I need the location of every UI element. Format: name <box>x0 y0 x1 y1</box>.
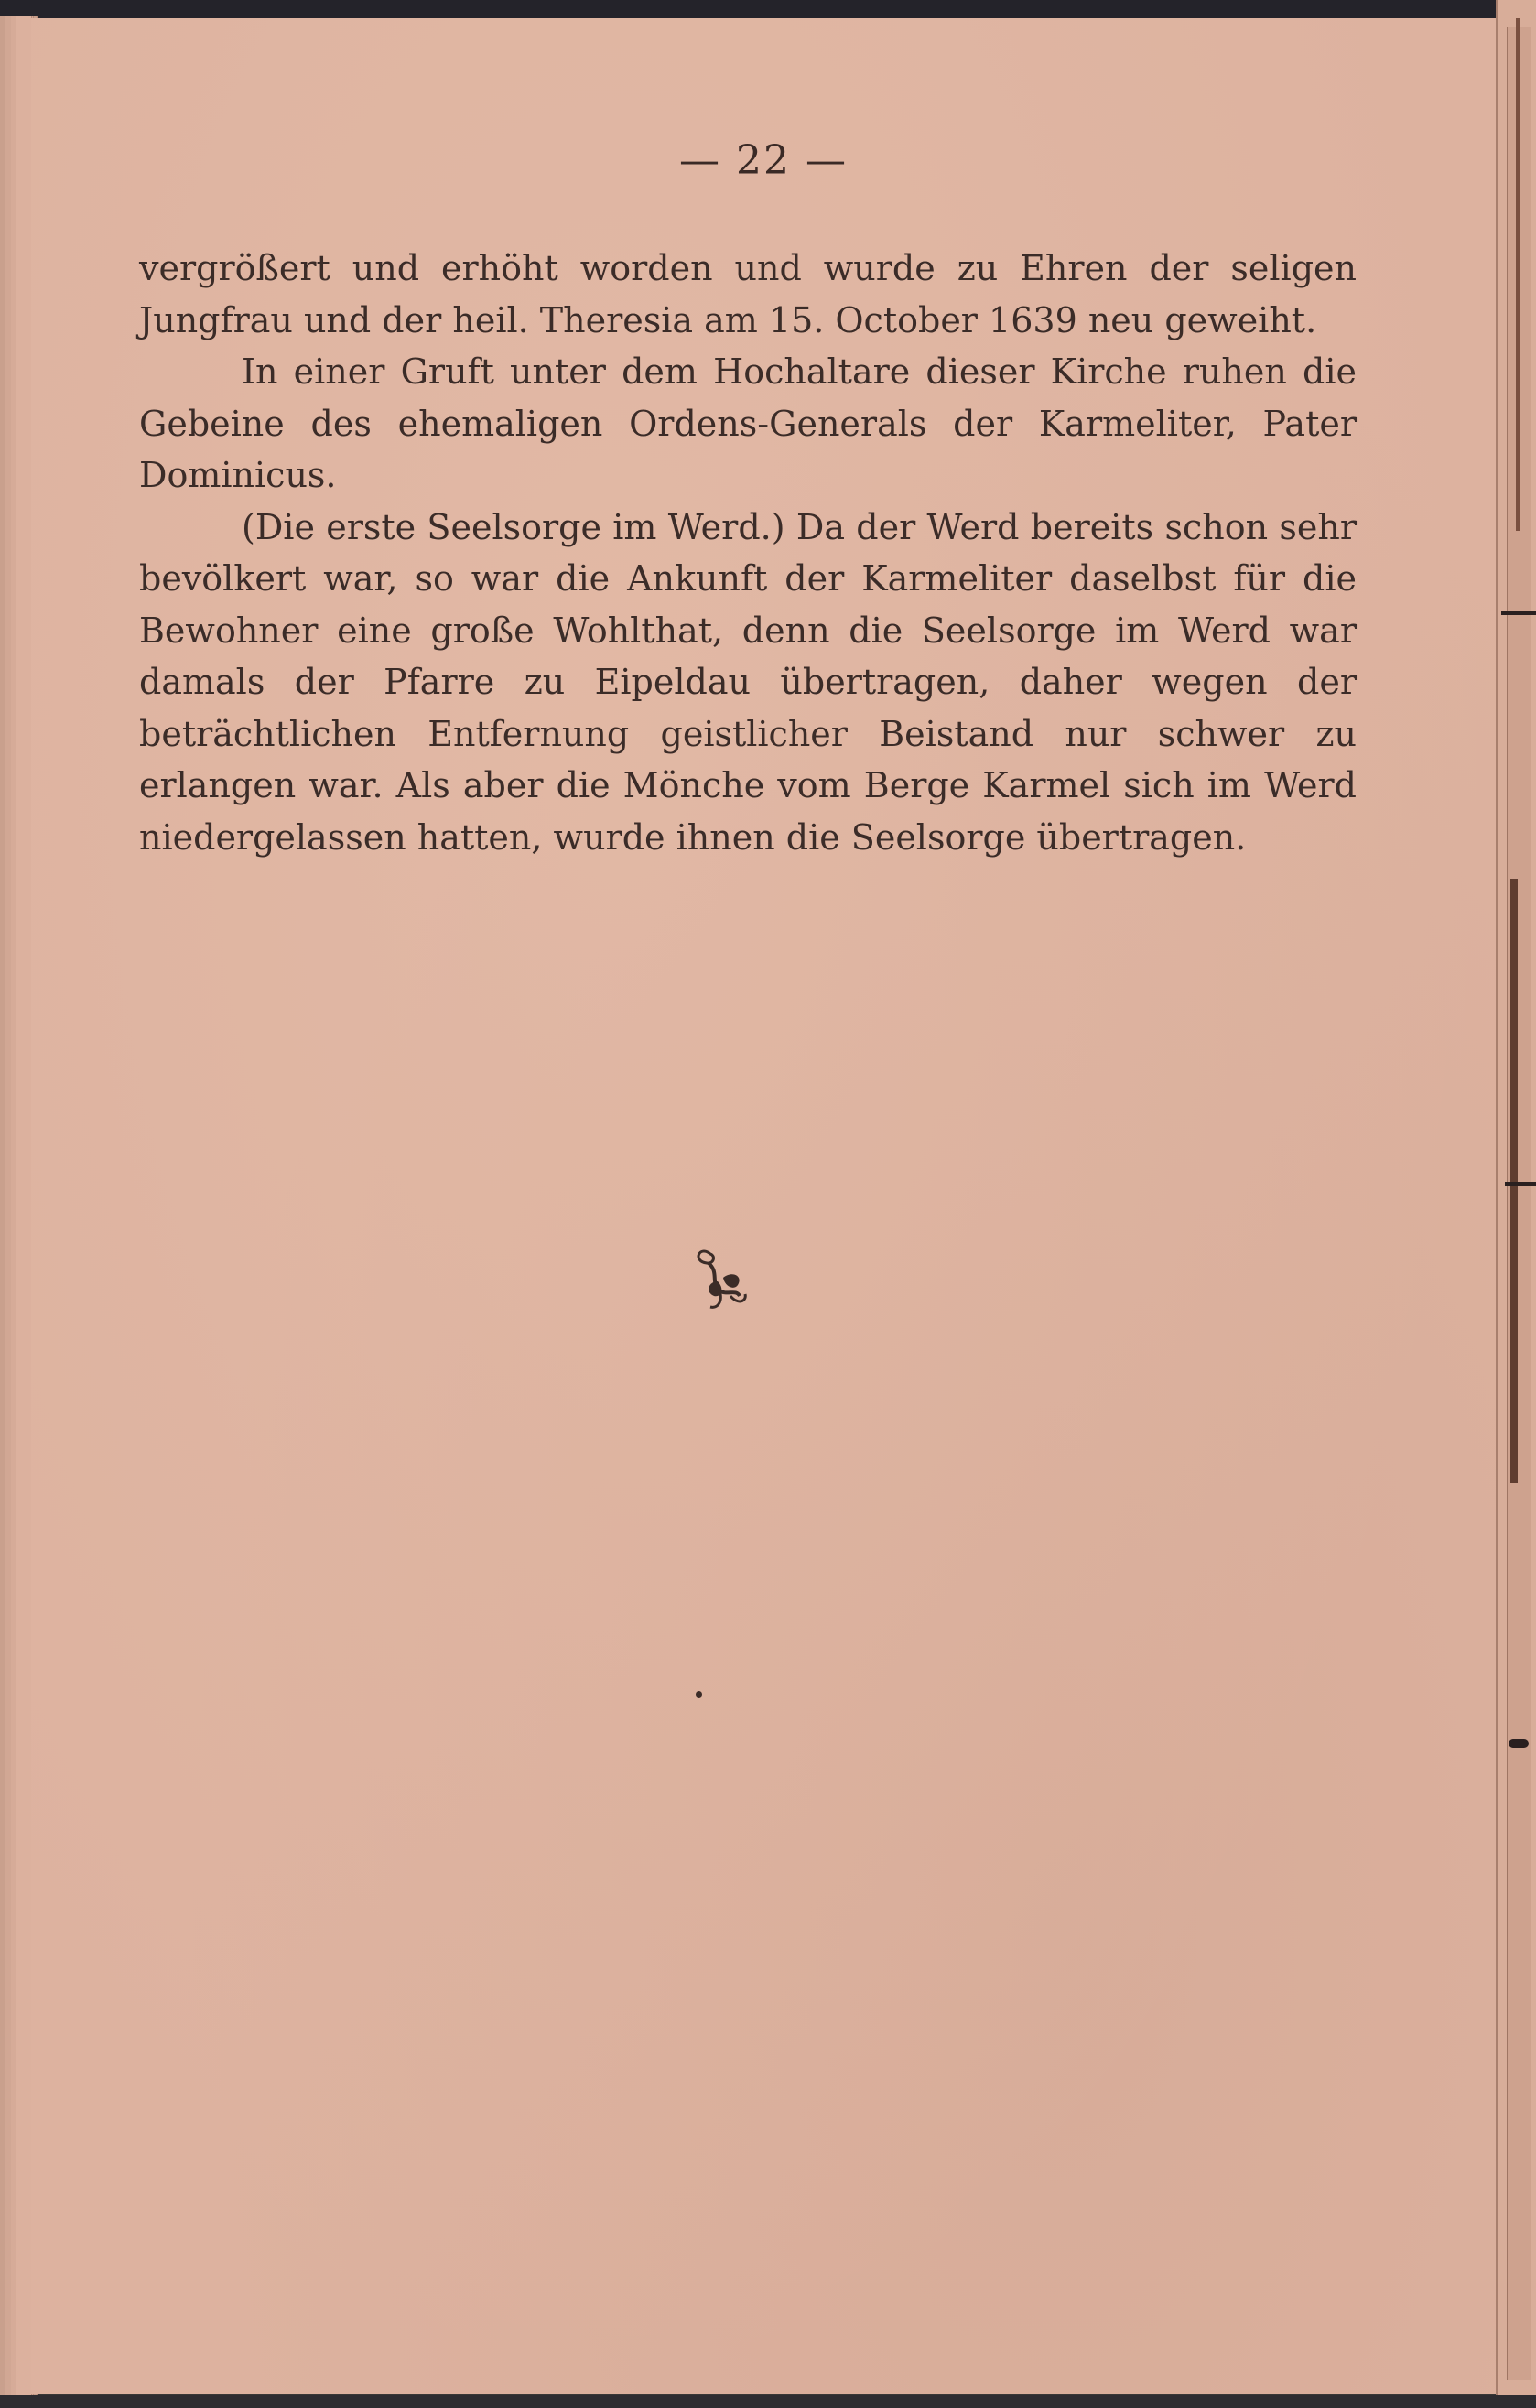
page-edge <box>16 16 32 2399</box>
scanner-bottom-border <box>0 2395 1536 2408</box>
page-number: — 22 — <box>679 137 848 184</box>
binding-mark <box>1501 611 1536 615</box>
paragraph-gruft: In einer Gruft unter dem Hochaltare dieser Kirche ruhen die Gebeine des ehemaligen Ordens-Generals der Karmeliter, Pater Dominicus. <box>139 351 1357 495</box>
paragraph-seelsorge: (Die erste Seelsorge im Werd.) Da der Werd bereits schon sehr bevölkert war, so war die Ankunft der Karmeliter daselbst für die Bewohner eine große Wohlthat, denn die Seelsorge im Werd war damals der Pfarre zu Eipeldau übertragen, daher wegen der beträchtlichen Entfernung geistlicher Beistand nur schwer zu erlangen war. Als aber die Mönche vom Berge Karmel sich im Werd niedergelassen hatten, wurde ihnen die Seelsorge übertragen. <box>139 506 1357 858</box>
page-body-text <box>139 243 1357 863</box>
ink-dot <box>696 1691 702 1698</box>
book-binding <box>1496 0 1536 2408</box>
book-page <box>31 18 1496 2394</box>
binding-mark <box>1509 1739 1529 1748</box>
binding-thread <box>1516 18 1520 531</box>
binding-mark <box>1505 1182 1536 1186</box>
paragraph-continuation: vergrößert und erhöht worden und wurde zu Ehren der seligen Jungfrau und der heil. Theresia am 15. October 1639 neu geweiht. <box>139 248 1357 340</box>
scanner-top-border <box>0 0 1536 18</box>
floral-ornament-icon <box>683 1236 765 1318</box>
binding-ribbon <box>1510 879 1518 1483</box>
